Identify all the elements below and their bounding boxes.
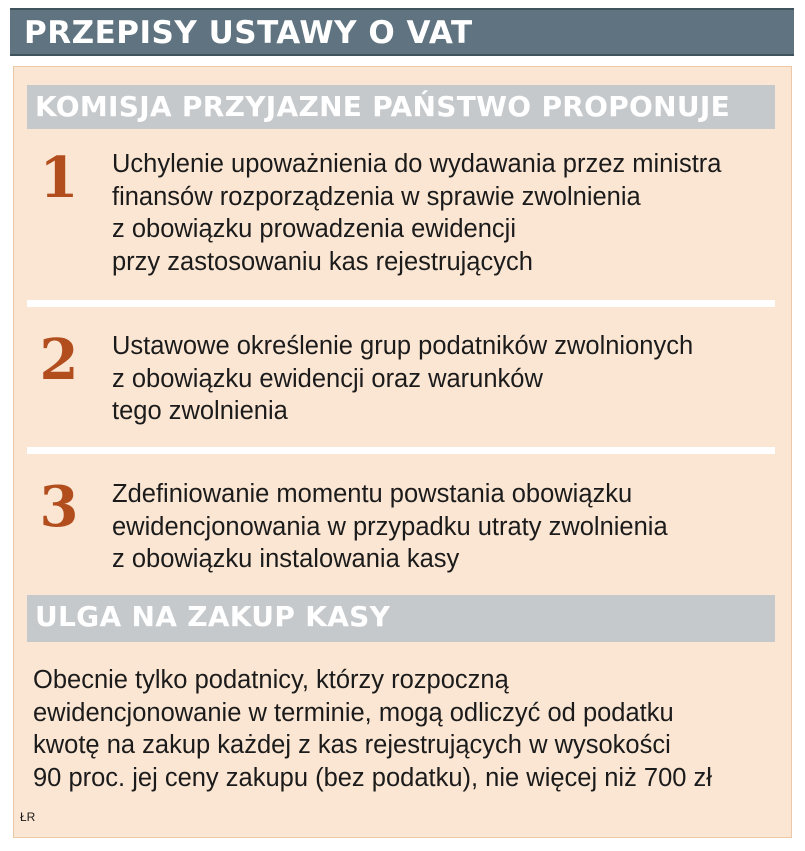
item-2-line: Ustawowe określenie grup podatników zwolnionych: [112, 332, 694, 360]
item-1-line: finansów rozporządzenia w sprawie zwolnienia: [112, 182, 641, 211]
item-3-line: z obowiązku instalowania kasy: [112, 545, 460, 573]
item-text-2: [112, 330, 777, 428]
item-1-line: Uchylenie upoważnienia do wydawania przez ministra: [112, 150, 722, 178]
relief-line: ewidencjonowanie w terminie, mogą odliczyć od podatku: [33, 698, 674, 727]
relief-line: Obecnie tylko podatnicy, którzy rozpoczną: [33, 666, 509, 694]
item-2-line: tego zwolnienia: [112, 397, 288, 425]
divider: [27, 447, 775, 454]
relief-line: kwotę na zakup każdej z kas rejestrujących w wysokości: [33, 731, 671, 759]
item-text-1: [112, 148, 777, 278]
author-initials: ŁR: [20, 810, 36, 824]
item-number-2: 2: [39, 327, 79, 393]
section-header-proposals: [27, 85, 775, 129]
item-1-line: z obowiązku prowadzenia ewidencji: [112, 215, 516, 243]
section-header-proposals-label: KOMISJA PRZYJAZNE PAŃSTWO PROPONUJE: [35, 90, 731, 123]
item-text-3: [112, 478, 777, 576]
item-1-line: przy zastosowaniu kas rejestrujących: [112, 247, 533, 276]
section-header-relief: [27, 595, 775, 642]
divider: [27, 300, 775, 307]
relief-description: [33, 664, 773, 794]
item-number-1: 1: [39, 145, 79, 211]
item-number-3: 3: [39, 474, 79, 540]
item-3-line: Zdefiniowanie momentu powstania obowiązku: [112, 480, 633, 508]
item-2-line: z obowiązku ewidencji oraz warunków: [112, 364, 543, 393]
item-3-line: ewidencjonowania w przypadku utraty zwolnienia: [112, 512, 668, 541]
title-bar: [10, 8, 794, 56]
section-header-relief-label: ULGA NA ZAKUP KASY: [35, 600, 391, 633]
page-title: PRZEPISY USTAWY O VAT: [24, 15, 473, 51]
relief-line: 90 proc. jej ceny zakupu (bez podatku), nie więcej niż 700 zł: [33, 763, 712, 792]
